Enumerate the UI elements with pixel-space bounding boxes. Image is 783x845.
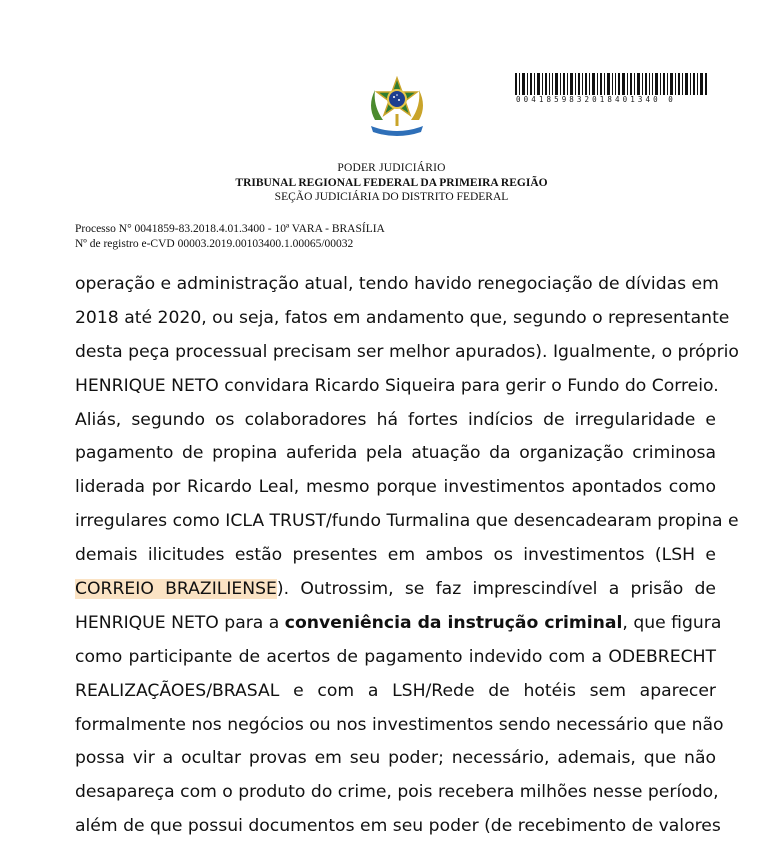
body-line: liderada por Ricardo Leal, mesmo porque investimentos apontados como — [75, 477, 716, 498]
body-line: além de que possui documentos em seu poder (de recebimento de valores — [75, 816, 721, 837]
body-line: desta peça processual precisam ser melhor apurados). Igualmente, o próprio — [75, 341, 739, 362]
body-line: possa vir a ocultar provas em seu poder; necessário, ademais, que não — [75, 748, 716, 769]
body-line: pagamento de propina auferida pela atuação da organização criminosa — [75, 443, 716, 464]
body-line: Aliás, segundo os colaboradores há fortes indícios de irregularidade e — [75, 409, 716, 430]
body-line-end: , que figura — [622, 612, 722, 633]
highlighted-text: CORREIO BRAZILIENSE — [75, 579, 277, 600]
barcode-icon — [515, 73, 708, 95]
body-line: operação e administração atual, tendo havido renegociação de dívidas em — [75, 274, 719, 294]
header-poder-judiciario: PODER JUDICIÁRIO — [337, 162, 446, 174]
body-line-start: HENRIQUE NETO para a — [75, 612, 285, 633]
brazil-coat-of-arms-icon — [361, 76, 433, 140]
body-line-rest: ). Outrossim, se faz imprescindível a prisão de — [276, 579, 717, 600]
body-line — [75, 607, 722, 641]
document-body — [75, 268, 739, 844]
body-line: 2018 até 2020, ou seja, fatos em andamento que, segundo o representante — [75, 307, 730, 328]
body-line: demais ilicitudes estão presentes em ambos os investimentos (LSH e — [75, 545, 716, 566]
header-secao: SEÇÃO JUDICIÁRIA DO DISTRITO FEDERAL — [274, 191, 509, 203]
body-line: HENRIQUE NETO convidara Ricardo Siqueira para gerir o Fundo do Correio. — [75, 375, 719, 396]
header-tribunal: TRIBUNAL REGIONAL FEDERAL DA PRIMEIRA REGIÃO — [235, 177, 548, 189]
body-line: irregulares como ICLA TRUST/fundo Turmalina que desencadearam propina e — [75, 511, 739, 532]
bold-phrase: conveniência da instrução criminal — [284, 612, 623, 633]
body-line: REALIZAÇÃOES/BRASAL e com a LSH/Rede de hotéis sem aparecer — [75, 680, 716, 701]
case-process-number: Processo N° 0041859-83.2018.4.01.3400 - 10ª VARA - BRASÍLIA — [75, 223, 385, 235]
case-registry-number: Nº de registro e-CVD 00003.2019.00103400.1.00065/00032 — [75, 238, 354, 250]
body-line: como participante de acertos de pagamento indevido com a ODEBRECHT — [75, 646, 716, 667]
body-line: desapareça com o produto do crime, pois recebera milhões nesse período, — [75, 782, 719, 803]
body-line — [75, 573, 716, 607]
barcode-number: 0041859832018401340 0 — [516, 95, 676, 104]
body-line: formalmente nos negócios ou nos investimentos sendo necessário que não — [75, 714, 724, 735]
